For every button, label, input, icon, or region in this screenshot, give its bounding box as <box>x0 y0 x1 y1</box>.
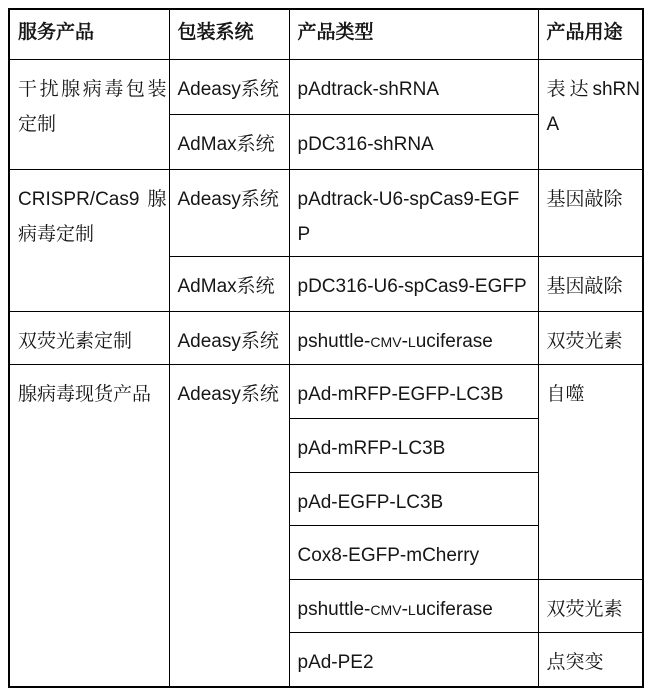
cell-product: pAd-PE2 <box>289 632 538 687</box>
text-segment: uciferase <box>415 598 493 620</box>
cell-use: 表达shRNA <box>538 59 643 169</box>
table-row <box>9 364 643 418</box>
cell-product <box>289 579 538 632</box>
text-segment: - <box>401 598 408 620</box>
cell-use: 双荧光素 <box>538 311 643 364</box>
cell-system: Adeasy系统 <box>169 311 289 364</box>
cell-product: pDC316-shRNA <box>289 114 538 169</box>
cell-system: Adeasy系统 <box>169 364 289 687</box>
cell-product: pAd-mRFP-LC3B <box>289 418 538 472</box>
cell-product: pDC316-U6-spCas9-EGFP <box>289 256 538 311</box>
header-system: 包装系统 <box>169 9 289 59</box>
cell-use: 基因敲除 <box>538 169 643 256</box>
text-segment: pshuttle- <box>297 330 371 352</box>
header-use: 产品用途 <box>538 9 643 59</box>
cell-system: AdMax系统 <box>169 114 289 169</box>
cell-service: 干扰腺病毒包装定制 <box>9 59 169 169</box>
cell-system: Adeasy系统 <box>169 59 289 114</box>
smallcaps-segment: L <box>407 601 416 618</box>
cell-use: 双荧光素 <box>538 579 643 632</box>
cell-service: 腺病毒现货产品 <box>9 364 169 687</box>
cell-service: CRISPR/Cas9 腺病毒定制 <box>9 169 169 311</box>
table-row <box>9 169 643 256</box>
cell-use: 基因敲除 <box>538 256 643 311</box>
cell-product: pAdtrack-shRNA <box>289 59 538 114</box>
table-header <box>9 9 643 59</box>
smallcaps-segment: L <box>407 333 416 350</box>
text-segment: pshuttle- <box>297 598 371 620</box>
cell-product: pAd-mRFP-EGFP-LC3B <box>289 364 538 418</box>
cell-product: Cox8-EGFP-mCherry <box>289 525 538 579</box>
cell-system: AdMax系统 <box>169 256 289 311</box>
table-body <box>9 59 643 687</box>
table-row <box>9 59 643 114</box>
header-service: 服务产品 <box>9 9 169 59</box>
adenovirus-product-table <box>8 8 644 688</box>
table-row <box>9 311 643 364</box>
header-product: 产品类型 <box>289 9 538 59</box>
cell-product: pAd-EGFP-LC3B <box>289 472 538 525</box>
cell-product: pAdtrack-U6-spCas9-EGFP <box>289 169 538 256</box>
cell-use: 点突变 <box>538 632 643 687</box>
text-segment: - <box>401 330 408 352</box>
cell-system: Adeasy系统 <box>169 169 289 256</box>
header-row <box>9 9 643 59</box>
cell-product <box>289 311 538 364</box>
cell-use: 自噬 <box>538 364 643 579</box>
smallcaps-segment: CMV <box>370 601 402 618</box>
text-segment: uciferase <box>415 330 493 352</box>
cell-service: 双荧光素定制 <box>9 311 169 364</box>
smallcaps-segment: CMV <box>370 333 402 350</box>
